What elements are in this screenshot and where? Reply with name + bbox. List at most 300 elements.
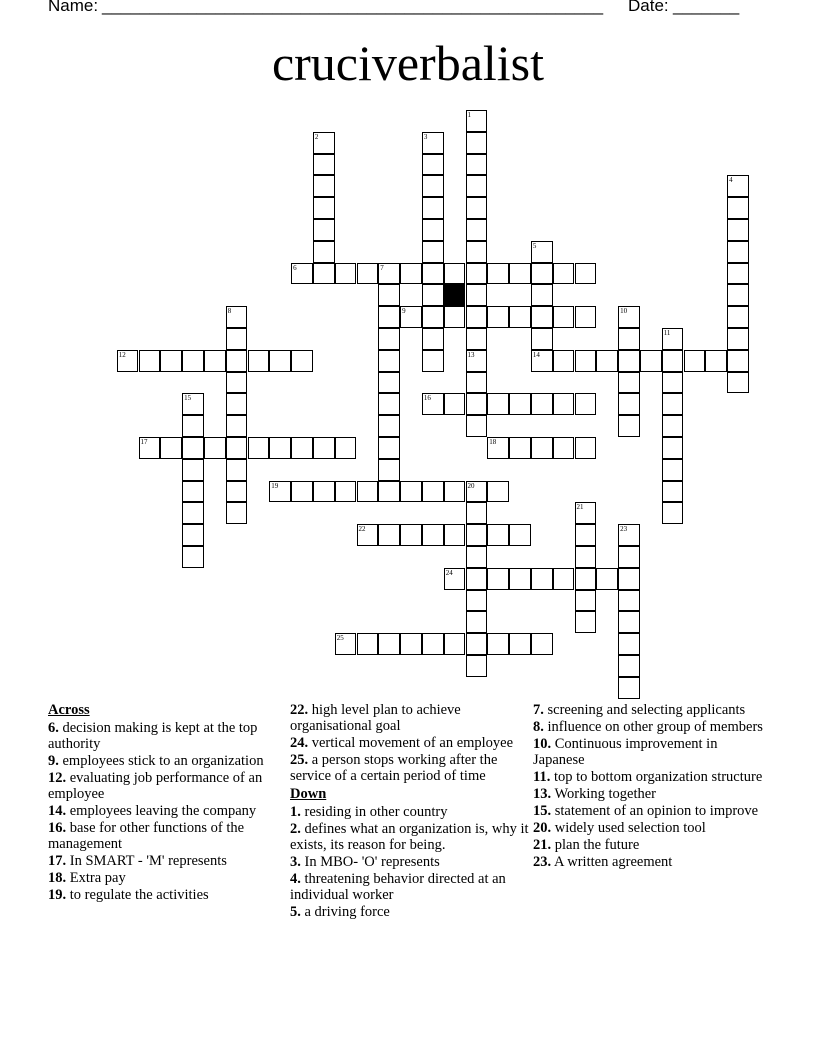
grid-cell[interactable] [466,154,488,176]
grid-cell[interactable] [509,568,531,590]
grid-cell[interactable] [531,350,553,372]
grid-cell[interactable] [444,524,466,546]
clue-text: influence on other group of members [547,719,763,735]
grid-cell[interactable] [662,415,684,437]
grid-cell[interactable] [357,263,379,285]
clue-text: employees leaving the company [69,803,257,819]
grid-cell[interactable] [422,306,444,328]
grid-cell[interactable] [226,459,248,481]
grid-cell[interactable] [531,633,553,655]
grid-cell[interactable] [313,132,335,154]
page-title: cruciverbalist [271,35,545,91]
grid-cell[interactable] [531,393,553,415]
clue-number-label: 6 [293,263,297,272]
grid-cell[interactable] [444,393,466,415]
grid-cell[interactable] [444,633,466,655]
grid-cell[interactable] [378,372,400,394]
grid-cell[interactable] [575,524,597,546]
grid-cell[interactable] [400,633,422,655]
grid-cell[interactable] [422,219,444,241]
clue-text: evaluating job performance of an employee [48,770,263,802]
clue-item [290,702,530,734]
grid-cell[interactable] [553,263,575,285]
grid-cell[interactable] [575,306,597,328]
grid-cell[interactable] [226,328,248,350]
grid-cell[interactable] [291,350,313,372]
grid-cell[interactable] [487,524,509,546]
grid-cell[interactable] [182,415,204,437]
grid-cell[interactable] [531,328,553,350]
grid-cell[interactable] [727,219,749,241]
grid-cell[interactable] [466,219,488,241]
clue-number: 16. [48,820,67,836]
clue-text: to regulate the activities [69,887,209,903]
clue-number: 20. [533,820,552,836]
grid-cell-black [444,284,466,306]
clue-number-label: 20 [467,481,475,490]
clue-item [48,720,273,752]
grid-cell[interactable] [444,481,466,503]
grid-cell[interactable] [226,306,248,328]
grid-cell[interactable] [226,350,248,372]
grid-cell[interactable] [422,284,444,306]
clue-item [533,820,763,836]
grid-cell[interactable] [618,306,640,328]
clue-number: 21. [533,837,552,853]
clue-number: 10. [533,736,552,752]
grid-cell[interactable] [466,524,488,546]
clue-text: threatening behavior directed at an individual worker [290,871,506,903]
grid-cell[interactable] [378,415,400,437]
clue-column-1 [48,702,273,904]
clue-number-label: 21 [576,503,584,512]
grid-cell[interactable] [444,263,466,285]
grid-cell[interactable] [466,568,488,590]
grid-cell[interactable] [313,241,335,263]
clue-text: top to bottom organization structure [553,769,763,785]
clue-number-label: 16 [423,394,431,403]
grid-cell[interactable] [226,437,248,459]
grid-cell[interactable] [553,437,575,459]
grid-cell[interactable] [226,502,248,524]
grid-cell[interactable] [422,481,444,503]
clue-text: Continuous improvement in Japanese [533,736,718,768]
grid-cell[interactable] [575,590,597,612]
clue-number: 19. [48,887,67,903]
grid-cell[interactable] [466,502,488,524]
grid-cell[interactable] [378,328,400,350]
grid-cell[interactable] [400,524,422,546]
grid-cell[interactable] [553,306,575,328]
grid-cell[interactable] [182,393,204,415]
grid-cell[interactable] [182,524,204,546]
grid-cell[interactable] [487,263,509,285]
grid-cell[interactable] [531,568,553,590]
clue-item [290,904,530,920]
grid-cell[interactable] [727,306,749,328]
clue-item [48,753,273,769]
clue-item [48,853,273,869]
clue-number-label: 22 [358,525,366,534]
grid-cell[interactable] [226,393,248,415]
grid-cell[interactable] [160,437,182,459]
grid-cell[interactable] [487,481,509,503]
grid-cell[interactable] [444,306,466,328]
clue-column-3 [533,702,763,871]
grid-cell[interactable] [422,633,444,655]
grid-cell[interactable] [662,350,684,372]
grid-cell[interactable] [378,459,400,481]
clue-number-label: 25 [336,634,344,643]
grid-cell[interactable] [378,437,400,459]
date-field-line[interactable]: _______ [673,0,740,15]
grid-cell[interactable] [662,328,684,350]
grid-cell[interactable] [466,590,488,612]
clue-text: vertical movement of an employee [311,735,514,751]
grid-cell[interactable] [466,110,488,132]
clue-item [290,854,530,870]
clue-item [48,820,273,852]
clue-text: employees stick to an organization [62,753,264,769]
grid-cell[interactable] [422,350,444,372]
grid-cell[interactable] [422,524,444,546]
clue-number-label: 13 [467,350,475,359]
grid-cell[interactable] [182,459,204,481]
grid-cell[interactable] [466,393,488,415]
grid-cell[interactable] [204,437,226,459]
grid-cell[interactable] [335,437,357,459]
clue-number-label: 11 [663,329,671,337]
grid-cell[interactable] [727,350,749,372]
clue-number-label: 4 [729,176,733,185]
grid-cell[interactable] [139,437,161,459]
grid-cell[interactable] [618,328,640,350]
grid-cell[interactable] [705,350,727,372]
grid-cell[interactable] [684,350,706,372]
grid-cell[interactable] [466,284,488,306]
grid-cell[interactable] [357,481,379,503]
clue-item [48,803,273,819]
clue-text: widely used selection tool [554,820,706,836]
clue-number-label: 14 [532,350,540,359]
grid-cell[interactable] [182,502,204,524]
grid-cell[interactable] [618,677,640,699]
clue-item [533,702,763,718]
grid-cell[interactable] [466,263,488,285]
clue-number-label: 18 [489,438,497,446]
grid-cell[interactable] [466,306,488,328]
grid-cell[interactable] [575,611,597,633]
grid-cell[interactable] [727,328,749,350]
grid-cell[interactable] [531,284,553,306]
clue-number-label: 10 [620,307,628,316]
grid-cell[interactable] [727,284,749,306]
grid-cell[interactable] [618,568,640,590]
grid-cell[interactable] [291,437,313,459]
grid-cell[interactable] [553,568,575,590]
clue-number: 13. [533,786,552,802]
grid-cell[interactable] [531,241,553,263]
clue-item [48,770,273,802]
grid-cell[interactable] [662,502,684,524]
clue-text: base for other functions of the management [48,820,245,852]
clue-number-label: 9 [402,307,406,316]
grid-cell[interactable] [575,546,597,568]
across-clue-list-continued [290,702,530,784]
clue-item [533,854,763,870]
clue-number-label: 12 [118,350,126,359]
grid-cell[interactable] [313,197,335,219]
clue-number: 22. [290,702,309,718]
grid-cell[interactable] [575,568,597,590]
grid-cell[interactable] [727,372,749,394]
grid-cell[interactable] [139,350,161,372]
grid-cell[interactable] [727,175,749,197]
clue-item [533,837,763,853]
grid-cell[interactable] [466,481,488,503]
clue-number: 14. [48,803,67,819]
grid-cell[interactable] [422,328,444,350]
clue-item [290,821,530,853]
grid-cell[interactable] [400,263,422,285]
clue-number-label: 24 [445,568,453,577]
clue-item [290,804,530,820]
down-heading: Down [290,786,327,802]
grid-cell[interactable] [662,372,684,394]
grid-cell[interactable] [466,415,488,437]
grid-cell[interactable] [531,437,553,459]
grid-cell[interactable] [269,437,291,459]
grid-cell[interactable] [378,306,400,328]
clue-text: Extra pay [69,870,126,886]
clue-text: screening and selecting applicants [547,702,746,718]
grid-cell[interactable] [466,197,488,219]
grid-cell[interactable] [313,481,335,503]
grid-cell[interactable] [444,568,466,590]
grid-cell[interactable] [618,350,640,372]
grid-cell[interactable] [487,393,509,415]
grid-cell[interactable] [378,393,400,415]
clue-number: 24. [290,735,309,751]
grid-cell[interactable] [182,481,204,503]
grid-cell[interactable] [422,393,444,415]
grid-cell[interactable] [422,154,444,176]
grid-cell[interactable] [662,437,684,459]
grid-cell[interactable] [335,263,357,285]
clue-text: plan the future [554,837,640,853]
grid-cell[interactable] [618,655,640,677]
grid-cell[interactable] [618,590,640,612]
clue-number-label: 23 [620,525,628,534]
grid-cell[interactable] [487,437,509,459]
grid-cell[interactable] [378,633,400,655]
grid-cell[interactable] [378,524,400,546]
grid-cell[interactable] [466,175,488,197]
grid-cell[interactable] [182,437,204,459]
grid-cell[interactable] [487,633,509,655]
grid-cell[interactable] [226,415,248,437]
grid-cell[interactable] [269,350,291,372]
clue-number: 1. [290,804,301,820]
grid-cell[interactable] [313,437,335,459]
grid-cell[interactable] [509,524,531,546]
clue-number: 3. [290,854,301,870]
clue-number: 17. [48,853,67,869]
clue-number: 12. [48,770,67,786]
clue-text: Working together [554,786,657,802]
grid-cell[interactable] [618,546,640,568]
grid-cell[interactable] [248,437,270,459]
clue-item [533,786,763,802]
down-clue-list [290,804,530,920]
grid-cell[interactable] [727,197,749,219]
clue-item [290,871,530,903]
grid-cell[interactable] [226,481,248,503]
clue-item [290,752,530,784]
grid-cell[interactable] [357,524,379,546]
grid-cell[interactable] [727,263,749,285]
grid-cell[interactable] [378,350,400,372]
name-label: Name: [48,0,99,15]
clue-number-label: 7 [380,263,384,272]
grid-cell[interactable] [618,393,640,415]
grid-cell[interactable] [466,611,488,633]
grid-cell[interactable] [618,633,640,655]
grid-cell[interactable] [575,393,597,415]
grid-cell[interactable] [575,502,597,524]
grid-cell[interactable] [422,197,444,219]
grid-cell[interactable] [575,263,597,285]
grid-cell[interactable] [466,241,488,263]
grid-cell[interactable] [335,633,357,655]
clue-text: a person stops working after the service of a certain period of time [290,752,498,784]
clue-item [48,870,273,886]
grid-cell[interactable] [618,524,640,546]
grid-cell[interactable] [640,350,662,372]
across-clue-list [48,720,273,903]
clue-number-label: 8 [227,307,232,316]
clue-item [533,719,763,735]
grid-cell[interactable] [291,481,313,503]
clue-column-2 [290,702,530,921]
clue-number-label: 17 [140,438,148,446]
grid-cell[interactable] [182,350,204,372]
grid-cell[interactable] [662,393,684,415]
grid-cell[interactable] [509,306,531,328]
down-clue-list-continued [533,702,763,870]
clue-number: 2. [290,821,301,837]
clue-number-label: 19 [271,481,279,490]
grid-cell[interactable] [466,655,488,677]
grid-cell[interactable] [509,393,531,415]
clue-text: a driving force [304,904,390,920]
clue-item [48,887,273,903]
clue-number: 5. [290,904,301,920]
grid-cell[interactable] [618,611,640,633]
grid-cell[interactable] [422,241,444,263]
grid-cell[interactable] [400,481,422,503]
grid-cell[interactable] [509,633,531,655]
grid-cell[interactable] [422,263,444,285]
clue-item [533,736,763,768]
clue-item [290,735,530,751]
grid-cell[interactable] [596,350,618,372]
grid-cell[interactable] [466,546,488,568]
grid-cell[interactable] [422,132,444,154]
grid-cell[interactable] [553,350,575,372]
grid-cell[interactable] [357,633,379,655]
name-field-line[interactable]: _____________________________________________________ [102,0,604,15]
clue-number: 18. [48,870,67,886]
clue-number-label: 2 [314,132,319,141]
grid-cell[interactable] [378,481,400,503]
grid-cell[interactable] [313,263,335,285]
clue-text: In SMART - 'M' represents [69,853,227,869]
clue-text: statement of an opinion to improve [554,803,759,819]
clue-number: 11. [533,769,551,785]
grid-cell[interactable] [531,306,553,328]
grid-cell[interactable] [204,350,226,372]
grid-cell[interactable] [509,263,531,285]
clue-item [533,803,763,819]
grid-cell[interactable] [466,132,488,154]
clue-number-label: 3 [423,132,428,141]
grid-cell[interactable] [596,568,618,590]
grid-cell[interactable] [531,263,553,285]
grid-cell[interactable] [575,350,597,372]
grid-cell[interactable] [378,263,400,285]
grid-cell[interactable] [313,154,335,176]
clue-number: 15. [533,803,552,819]
date-label: Date: [628,0,669,15]
clue-text: residing in other country [304,804,448,820]
grid-cell[interactable] [662,481,684,503]
clue-number: 7. [533,702,544,718]
grid-cell[interactable] [727,241,749,263]
grid-cell[interactable] [509,437,531,459]
grid-cell[interactable] [226,372,248,394]
grid-cell[interactable] [248,350,270,372]
grid-cell[interactable] [618,372,640,394]
grid-cell[interactable] [618,415,640,437]
grid-cell[interactable] [553,393,575,415]
grid-cell[interactable] [335,481,357,503]
grid-cell[interactable] [662,459,684,481]
grid-cell[interactable] [378,284,400,306]
grid-cell[interactable] [160,350,182,372]
grid-cell[interactable] [269,481,291,503]
grid-cell[interactable] [487,306,509,328]
grid-cell[interactable] [466,633,488,655]
clue-item [533,769,763,785]
grid-cell[interactable] [117,350,139,372]
grid-cell[interactable] [466,328,488,350]
grid-cell[interactable] [487,568,509,590]
clue-text: defines what an organization is, why it exists, its reason for being. [290,821,529,853]
grid-cell[interactable] [313,175,335,197]
grid-cell[interactable] [182,546,204,568]
grid-cell[interactable] [422,175,444,197]
grid-cell[interactable] [291,263,313,285]
grid-cell[interactable] [313,219,335,241]
clue-number: 8. [533,719,544,735]
grid-cell[interactable] [466,372,488,394]
clue-number: 9. [48,753,59,769]
grid-cell[interactable] [466,350,488,372]
clue-number: 25. [290,752,309,768]
grid-cell[interactable] [400,306,422,328]
grid-cell[interactable] [575,437,597,459]
